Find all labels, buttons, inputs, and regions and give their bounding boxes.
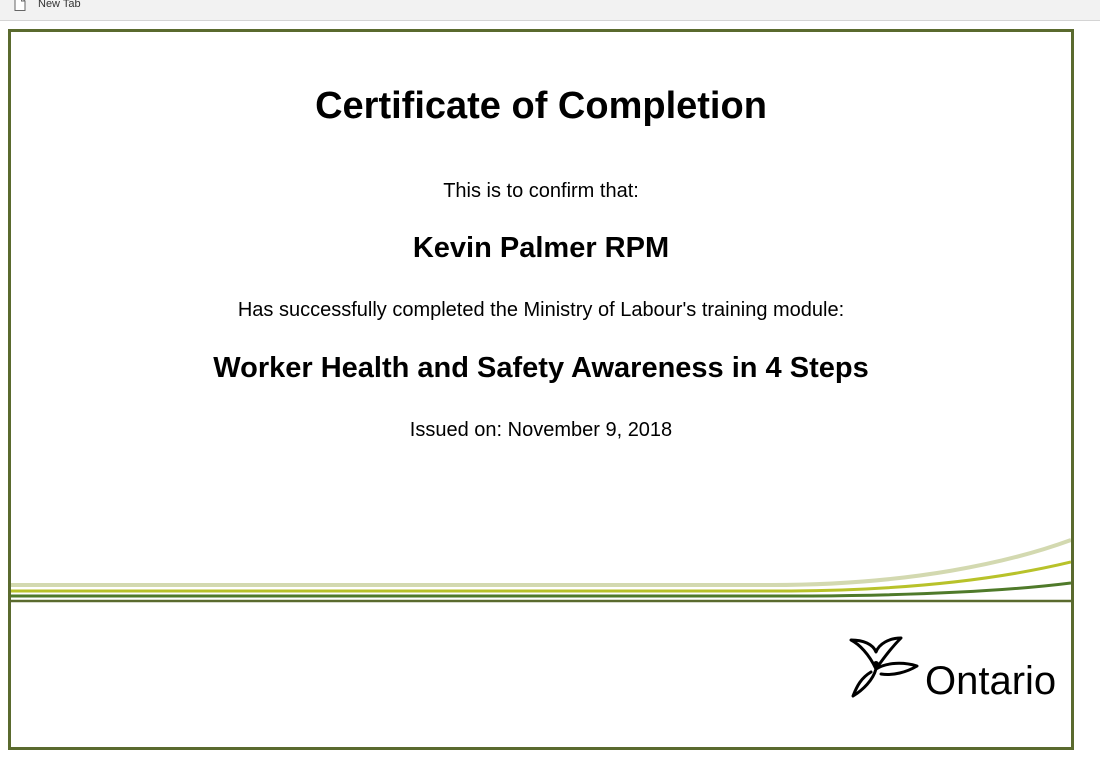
ontario-logo — [849, 632, 1059, 704]
completed-line: Has successfully completed the Ministry of Labour's training module: — [237, 299, 845, 321]
module-name: Worker Health and Safety Awareness in 4 Steps — [213, 352, 869, 384]
logo-text: Ontario — [925, 659, 1057, 703]
browser-tab-bar — [0, 0, 1100, 21]
recipient-name: Kevin Palmer RPM — [412, 232, 670, 264]
tab-title: New Tab — [38, 0, 81, 10]
certificate — [8, 29, 1074, 750]
issued-date: Issued on: November 9, 2018 — [409, 419, 673, 441]
decorative-swoosh — [11, 532, 1071, 612]
browser-tab[interactable] — [14, 0, 81, 14]
confirm-line: This is to confirm that: — [443, 180, 639, 202]
trillium-icon — [851, 638, 917, 696]
page-icon — [14, 0, 26, 11]
certificate-title: Certificate of Completion — [315, 85, 767, 127]
